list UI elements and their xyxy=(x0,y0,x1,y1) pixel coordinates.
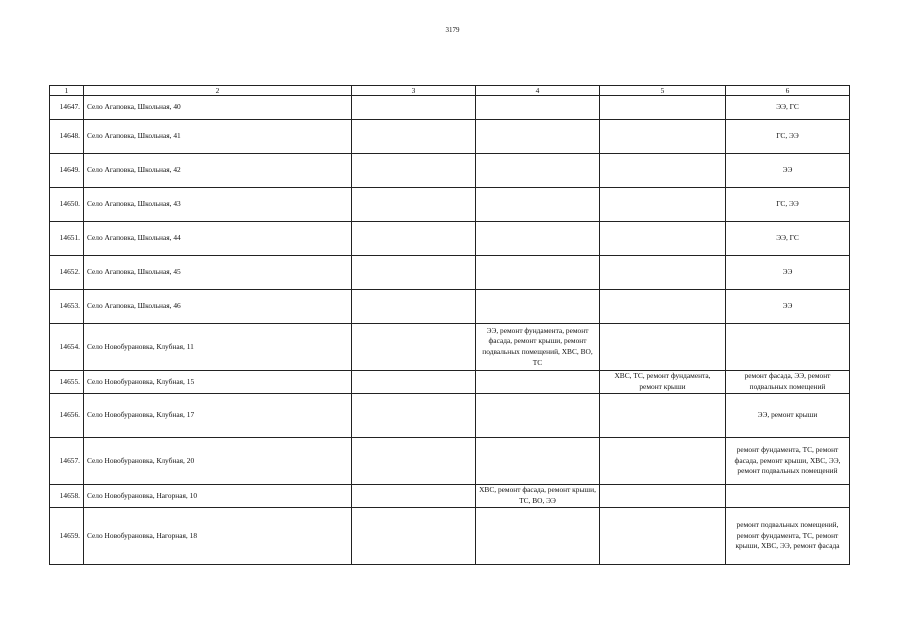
row-col6: ремонт фундамента, ТС, ремонт фасада, ремонт крыши, ХВС, ЭЭ, ремонт подвальных помещений xyxy=(726,438,850,485)
table-row xyxy=(50,394,850,438)
row-col5 xyxy=(600,508,726,565)
row-address: Село Агаповка, Школьная, 46 xyxy=(84,290,352,324)
table-row xyxy=(50,120,850,154)
row-number: 14649. xyxy=(50,154,84,188)
row-col6: ЭЭ, ГС xyxy=(726,222,850,256)
row-col3 xyxy=(352,222,476,256)
row-number: 14657. xyxy=(50,438,84,485)
row-address: Село Новобурановка, Клубная, 15 xyxy=(84,371,352,394)
row-col3 xyxy=(352,324,476,371)
row-col5 xyxy=(600,222,726,256)
row-col4 xyxy=(476,256,600,290)
header-col-5: 5 xyxy=(600,86,726,96)
row-address: Село Агаповка, Школьная, 40 xyxy=(84,96,352,120)
row-col5 xyxy=(600,438,726,485)
row-col6: ЭЭ xyxy=(726,256,850,290)
row-address: Село Новобурановка, Нагорная, 10 xyxy=(84,485,352,508)
row-col4 xyxy=(476,96,600,120)
row-col4 xyxy=(476,188,600,222)
row-address: Село Агаповка, Школьная, 44 xyxy=(84,222,352,256)
table-row xyxy=(50,508,850,565)
row-col4 xyxy=(476,290,600,324)
table-row xyxy=(50,256,850,290)
row-col3 xyxy=(352,438,476,485)
table-row xyxy=(50,371,850,394)
table-row xyxy=(50,188,850,222)
row-col3 xyxy=(352,256,476,290)
row-col3 xyxy=(352,508,476,565)
register-table xyxy=(49,85,850,565)
table-row xyxy=(50,222,850,256)
table-row xyxy=(50,485,850,508)
row-col6: ЭЭ, ГС xyxy=(726,96,850,120)
row-col3 xyxy=(352,485,476,508)
row-col5: ХВС, ТС, ремонт фундамента, ремонт крыши xyxy=(600,371,726,394)
row-col5 xyxy=(600,394,726,438)
row-col6 xyxy=(726,485,850,508)
table-row xyxy=(50,290,850,324)
table-row xyxy=(50,324,850,371)
row-address: Село Агаповка, Школьная, 45 xyxy=(84,256,352,290)
row-col5 xyxy=(600,290,726,324)
row-col4 xyxy=(476,154,600,188)
row-col4 xyxy=(476,371,600,394)
row-number: 14653. xyxy=(50,290,84,324)
row-number: 14651. xyxy=(50,222,84,256)
row-col3 xyxy=(352,154,476,188)
row-col3 xyxy=(352,394,476,438)
header-col-4: 4 xyxy=(476,86,600,96)
row-col3 xyxy=(352,290,476,324)
row-number: 14650. xyxy=(50,188,84,222)
row-number: 14658. xyxy=(50,485,84,508)
row-col3 xyxy=(352,96,476,120)
row-col4 xyxy=(476,508,600,565)
row-col4 xyxy=(476,222,600,256)
row-col6: ЭЭ xyxy=(726,154,850,188)
row-number: 14647. xyxy=(50,96,84,120)
row-col5 xyxy=(600,188,726,222)
row-address: Село Агаповка, Школьная, 43 xyxy=(84,188,352,222)
row-col4: ХВС, ремонт фасада, ремонт крыши, ТС, ВО, ЭЭ xyxy=(476,485,600,508)
row-address: Село Новобурановка, Клубная, 17 xyxy=(84,394,352,438)
page-number: 3179 xyxy=(445,26,460,34)
row-col6: ремонт подвальных помещений, ремонт фундамента, ТС, ремонт крыши, ХВС, ЭЭ, ремонт фасада xyxy=(726,508,850,565)
row-col6: ремонт фасада, ЭЭ, ремонт подвальных помещений xyxy=(726,371,850,394)
table-row xyxy=(50,438,850,485)
row-col4 xyxy=(476,438,600,485)
row-address: Село Агаповка, Школьная, 42 xyxy=(84,154,352,188)
header-col-3: 3 xyxy=(352,86,476,96)
row-col4: ЭЭ, ремонт фундамента, ремонт фасада, ремонт крыши, ремонт подвальных помещений, ХВС, ВО, ТС xyxy=(476,324,600,371)
row-col5 xyxy=(600,485,726,508)
row-address: Село Агаповка, Школьная, 41 xyxy=(84,120,352,154)
row-col4 xyxy=(476,394,600,438)
row-number: 14656. xyxy=(50,394,84,438)
row-col3 xyxy=(352,120,476,154)
table-row xyxy=(50,154,850,188)
header-col-1: 1 xyxy=(50,86,84,96)
row-number: 14659. xyxy=(50,508,84,565)
row-col5 xyxy=(600,256,726,290)
header-col-2: 2 xyxy=(84,86,352,96)
row-address: Село Новобурановка, Клубная, 20 xyxy=(84,438,352,485)
row-address: Село Новобурановка, Клубная, 11 xyxy=(84,324,352,371)
row-col6: ГС, ЭЭ xyxy=(726,188,850,222)
row-col6: ЭЭ, ремонт крыши xyxy=(726,394,850,438)
table-row xyxy=(50,96,850,120)
row-number: 14648. xyxy=(50,120,84,154)
row-number: 14655. xyxy=(50,371,84,394)
row-col5 xyxy=(600,120,726,154)
header-row xyxy=(50,86,850,96)
row-col3 xyxy=(352,188,476,222)
row-col3 xyxy=(352,371,476,394)
row-col5 xyxy=(600,324,726,371)
row-col4 xyxy=(476,120,600,154)
row-col5 xyxy=(600,96,726,120)
row-col6: ГС, ЭЭ xyxy=(726,120,850,154)
row-address: Село Новобурановка, Нагорная, 18 xyxy=(84,508,352,565)
header-col-6: 6 xyxy=(726,86,850,96)
row-col6: ЭЭ xyxy=(726,290,850,324)
row-col5 xyxy=(600,154,726,188)
row-col6 xyxy=(726,324,850,371)
row-number: 14654. xyxy=(50,324,84,371)
row-number: 14652. xyxy=(50,256,84,290)
